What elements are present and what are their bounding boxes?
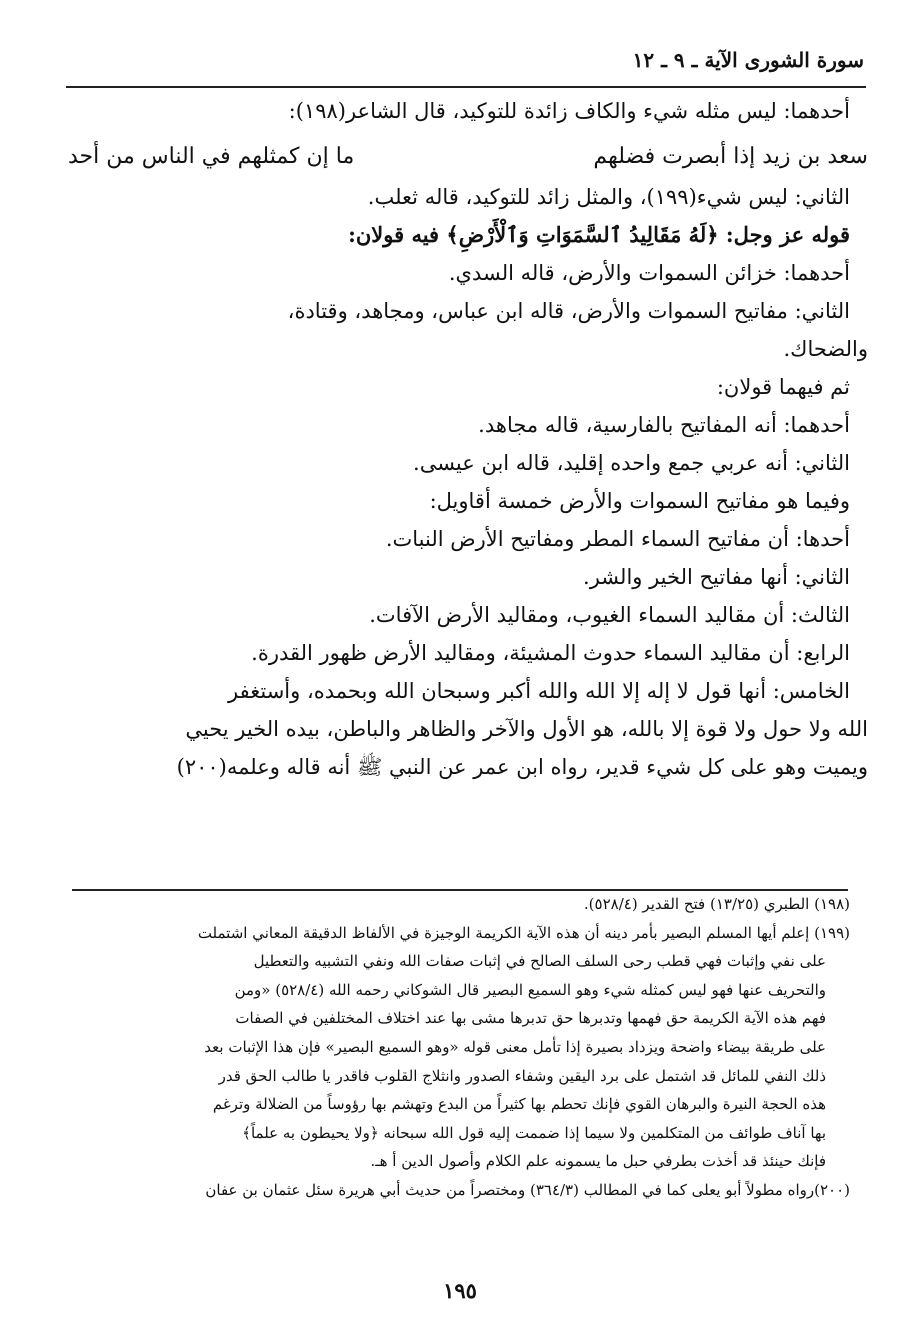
text-line: الثاني: أنه عربي جمع واحده إقليد، قاله ابن عيسى. <box>413 451 850 475</box>
footnote-200: (٢٠٠)رواه مطولاً أبو يعلى كما في المطالب (٣٦٤/٣) ومختصراً من حديث أبي هريرة سئل عثمان بن عفان <box>205 1180 850 1199</box>
footnote-199: (١٩٩) إعلم أيها المسلم البصير بأمر دينه أن هذه الآية الكريمة الوجيزة في الألفاظ الدقيقة المعاني اشتملت <box>197 923 850 942</box>
text-line: الرابع: أن مقاليد السماء حدوث المشيئة، ومقاليد الأرض ظهور القدرة. <box>251 641 850 665</box>
running-header: سورة الشورى الآية ـ ٩ ـ ١٢ <box>632 48 864 72</box>
text-line: والضحاك. <box>783 337 868 361</box>
footnote-line: والتحريف عنها فهو ليس كمثله شيء وهو السميع البصير قال الشوكاني رحمه الله (٥٢٨/٤) «ومن <box>234 980 826 999</box>
main-text <box>68 92 868 786</box>
footnote-line: على طريقة بيضاء واضحة ويزداد بصيرة إذا تأمل معنى قوله «وهو السميع البصير» فإن هذا الإثبات بعد <box>204 1037 826 1056</box>
poetry-verse <box>68 138 868 176</box>
text-line: الثاني: مفاتيح السموات والأرض، قاله ابن عباس، ومجاهد، وقتادة، <box>287 299 850 323</box>
text-line: أحدهما: أنه المفاتيح بالفارسية، قاله مجاهد. <box>478 413 850 437</box>
text-line: أحدهما: ليس مثله شيء والكاف زائدة للتوكيد، قال الشاعر(١٩٨): <box>288 99 850 123</box>
footnote-line: بها آناف طوائف من المتكلمين ولا سيما إذا ضممت إليه قول الله سبحانه ﴿ولا يحيطون به علماً﴾ <box>242 1123 826 1142</box>
verse-second-hemistich: ما إن كمثلهم في الناس من أحد <box>68 144 355 169</box>
text-line: أحدهما: خزائن السموات والأرض، قاله السدي. <box>448 261 850 285</box>
page-number: ١٩٥ <box>443 1278 477 1303</box>
text-line: وفيما هو مفاتيح السموات والأرض خمسة أقاويل: <box>429 489 850 513</box>
text-line: الثاني: أنها مفاتيح الخير والشر. <box>583 565 850 589</box>
text-line: الثالث: أن مقاليد السماء الغيوب، ومقاليد الأرض الآفات. <box>369 603 850 627</box>
footnote-line: ذلك النفي للمائل قد اشتمل على برد اليقين وشفاء الصدور وانثلاج القلوب فاقدر يا طالب الحق قدر <box>218 1066 826 1085</box>
footnote-line: فإنك حينئذ قد أخذت بطرفي حبل ما يسمونه علم الكلام وأصول الدين أ هـ. <box>370 1152 826 1171</box>
text-line: ويميت وهو على كل شيء قدير، رواه ابن عمر عن النبي ﷺ أنه قاله وعلمه(٢٠٠) <box>176 755 868 779</box>
footnote-line: فهم هذه الآية الكريمة حق فهمها وتدبرها حق تدبرها مشى بها عند اختلاف المختلفين في الصفات <box>235 1009 826 1028</box>
text-line: الثاني: ليس شيء(١٩٩)، والمثل زائد للتوكيد، قاله ثعلب. <box>367 185 850 209</box>
footnote-line: على نفي وإثبات فهي قطب رحى السلف الصالح في إثبات صفات الله ونفي التشبيه والتعطيل <box>253 952 826 971</box>
footnote-line: هذه الحجة النيرة والبرهان القوي فإنك تحطم بها كثيراً من البدع وتهشم بها رؤوساً من الضلالة وترغم <box>212 1095 826 1114</box>
verse-first-hemistich: سعد بن زيد إذا أبصرت فضلهم <box>593 144 868 169</box>
text-line: الله ولا حول ولا قوة إلا بالله، هو الأول والآخر والظاهر والباطن، بيده الخير يحيي <box>185 717 868 741</box>
text-line: أحدها: أن مفاتيح السماء المطر ومفاتيح الأرض النبات. <box>385 527 850 551</box>
footnote-198: (١٩٨) الطبري (١٣/٢٥) فتح القدير (٥٢٨/٤). <box>583 895 850 913</box>
text-line: ثم فيهما قولان: <box>716 375 850 399</box>
header-rule <box>66 86 866 88</box>
footnotes <box>66 890 850 1205</box>
text-line: الخامس: أنها قول لا إله إلا الله والله أكبر وسبحان الله وبحمده، وأستغفر <box>228 679 850 703</box>
quran-verse-line: قوله عز وجل: ﴿لَهُ مَقَالِيدُ ٱلسَّمَوَاتِ وَٱلْأَرْضِ﴾ فيه قولان: <box>348 222 850 247</box>
